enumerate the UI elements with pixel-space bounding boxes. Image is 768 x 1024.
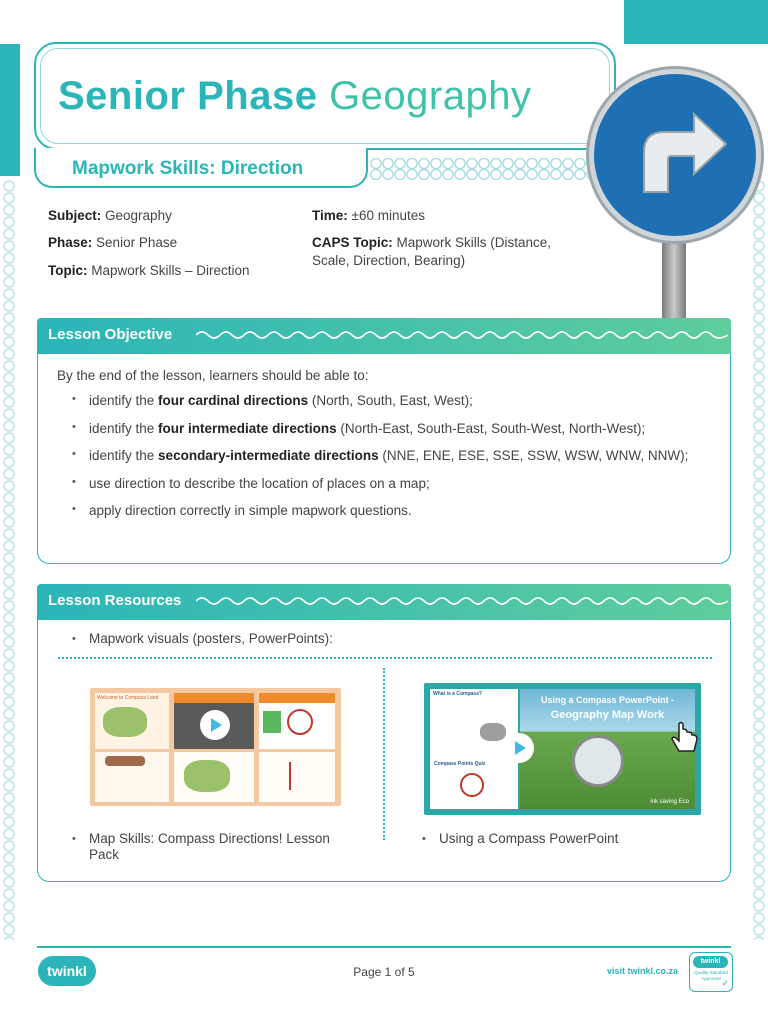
resources-wave-decoration: [196, 595, 728, 607]
page-number: Page 1 of 5: [353, 965, 415, 979]
quality-badge: [689, 952, 733, 992]
thumb1-green-block: [263, 711, 281, 733]
meta-caps-label: CAPS Topic:: [312, 235, 393, 250]
thumb1-arrow-shape: [289, 762, 307, 790]
thumb2-side-heading: What is a Compass?: [433, 691, 482, 697]
turn-right-arrow-icon: [594, 74, 756, 236]
lesson-pack-play-icon[interactable]: [200, 710, 230, 740]
meta-topic-label: Topic:: [48, 263, 88, 278]
compass-powerpoint-play-icon[interactable]: [504, 733, 534, 763]
quality-badge-line-1: Quality Standard: [694, 970, 728, 975]
meta-topic-value: Mapwork Skills – Direction: [91, 263, 250, 278]
meta-subject: [48, 207, 172, 225]
title-part-senior-phase: Senior Phase: [58, 74, 318, 118]
thumb2-compass-icon: [572, 735, 624, 787]
thumb2-quiz-compass-icon: [460, 773, 484, 797]
objective-item: • apply direction correctly in simple mapwork questions.: [72, 503, 688, 531]
hand-cursor-icon: [670, 721, 700, 759]
top-right-accent-block: [624, 0, 768, 44]
objective-list: [72, 393, 688, 531]
meta-phase-label: Phase:: [48, 235, 93, 250]
quality-badge-logo: twinkl: [693, 956, 728, 968]
visit-link[interactable]: visit twinkl.co.za: [607, 966, 679, 976]
objective-intro: By the end of the lesson, learners should be able to:: [57, 368, 369, 383]
thumb2-title-line1: Using a Compass PowerPoint -: [540, 695, 675, 705]
resources-divider-horizontal: [58, 657, 712, 659]
objective-item: • identify the four intermediate directions (North-East, South-East, South-West, North-West);: [72, 421, 688, 449]
thumb1-map-blob-2: [184, 760, 230, 792]
left-accent-block: [0, 44, 20, 176]
right-decorative-wave: [750, 180, 768, 940]
meta-time: [312, 207, 425, 225]
thumb1-slide-c: [259, 693, 335, 749]
resource-item-compass-powerpoint[interactable]: • Using a Compass PowerPoint: [422, 831, 618, 847]
compass-powerpoint-thumbnail[interactable]: [424, 683, 701, 815]
twinkl-logo: twinkl: [38, 956, 96, 986]
subtitle-wave-decoration: [370, 158, 590, 180]
meta-phase-value: Senior Phase: [96, 235, 178, 250]
footer-divider: [37, 946, 731, 948]
thumb2-side-heading-2: Compass Points Quiz: [434, 761, 486, 767]
thumb2-footer-text: ink saving Eco: [650, 799, 689, 805]
thumb1-compass-icon: [287, 709, 313, 735]
thumb2-title-line2: Geography Map Work: [550, 709, 665, 721]
meta-time-value: ±60 minutes: [351, 208, 425, 223]
meta-caps-value: Mapwork Skills (Distance, Scale, Direction, Bearing): [312, 235, 552, 268]
page-title: [58, 74, 531, 119]
meta-time-label: Time:: [312, 208, 348, 223]
thumb1-slide-b-bar: [174, 693, 254, 703]
objective-item: • identify the four cardinal directions (North, South, East, West);: [72, 393, 688, 421]
thumb2-elephant-icon: [480, 723, 506, 741]
page-subtitle: Mapwork Skills: Direction: [72, 158, 304, 179]
thumb2-main-slide: [520, 689, 695, 809]
objective-item: • use direction to describe the location of places on a map;: [72, 476, 688, 504]
thumb1-slide-heading: Welcome to Compass Land: [97, 695, 159, 701]
quality-badge-line-2: Approved: [701, 976, 721, 981]
thumb1-slide-d: [95, 752, 169, 802]
resources-divider-vertical: [383, 668, 385, 840]
thumb1-slide-e: [174, 752, 254, 802]
meta-subject-label: Subject:: [48, 208, 102, 223]
thumb1-slide-c-bar: [259, 693, 335, 703]
objective-wave-decoration: [196, 329, 728, 341]
thumb1-animal-shape: [105, 756, 145, 766]
lesson-pack-thumbnail[interactable]: [90, 688, 341, 806]
thumb1-slide-a: [95, 693, 169, 749]
meta-phase: [48, 234, 177, 252]
title-part-geography: Geography: [329, 74, 532, 118]
left-decorative-wave: [0, 180, 18, 940]
thumb1-map-blob: [103, 707, 147, 737]
check-icon: ✓: [721, 978, 729, 988]
objective-item: • identify the secondary-intermediate directions (NNE, ENE, ESE, SSE, SSW, WSW, WNW, NNW);: [72, 448, 688, 476]
thumb1-slide-f: [259, 752, 335, 802]
resource-intro-item: • Mapwork visuals (posters, PowerPoints):: [72, 631, 333, 647]
lesson-objective-heading: Lesson Objective: [48, 326, 173, 343]
meta-caps-topic: [312, 234, 580, 270]
resource-item-lesson-pack[interactable]: • Map Skills: Compass Directions! Lesson Pack: [72, 831, 362, 863]
lesson-resources-heading: Lesson Resources: [48, 592, 182, 609]
meta-topic: [48, 262, 250, 280]
meta-subject-value: Geography: [105, 208, 172, 223]
